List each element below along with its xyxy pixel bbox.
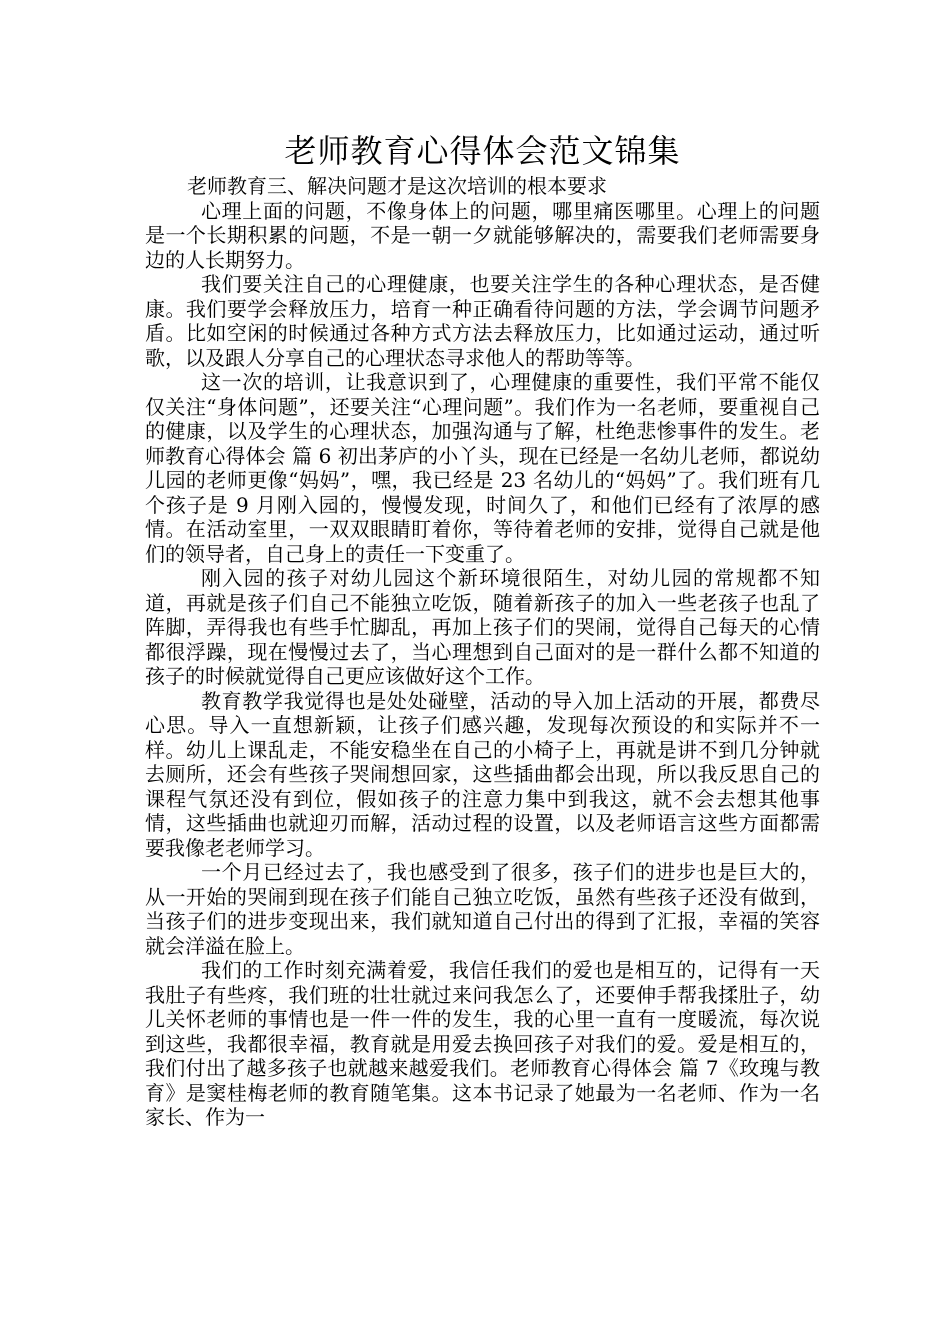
paragraph-6: 一个月已经过去了，我也感受到了很多，孩子们的进步也是巨大的，从一开始的哭闹到现在孩子们能自己独立吃饭，虽然有些孩子还没有做到，当孩子们的进步变现出来，我们就知道自己付出的得到了汇报，幸福的笑容就会洋溢在脸上。: [145, 860, 820, 958]
document-subtitle: 老师教育三、解决问题才是这次培训的根本要求: [187, 174, 607, 198]
paragraph-3: 这一次的培训，让我意识到了，心理健康的重要性，我们平常不能仅仅关注“身体问题”，还要关注“心理问题”。我们作为一名老师，要重视自己的健康，以及学生的心理状态，加强沟通与了解，杜绝悲惨事件的发生。老师教育心得体会 篇 6 初出茅庐的小丫头，现在已经是一名幼儿老师，都说幼儿园的老师更像“妈妈”，嘿，我已经是 23 名幼儿的“妈妈”了。我们班有几个孩子是 9 月刚入园的，慢慢发现，时间久了，和他们已经有了浓厚的感情。在活动室里，一双双眼睛盯着你，等待着老师的安排，觉得自己就是他们的领导者，自己身上的责任一下变重了。: [145, 370, 820, 566]
document-title: 老师教育心得体会范文锦集: [284, 132, 681, 170]
paragraph-1: 心理上面的问题，不像身体上的问题，哪里痛医哪里。心理上的问题是一个长期积累的问题，不是一朝一夕就能够解决的，需要我们老师需要身边的人长期努力。: [145, 198, 820, 272]
paragraph-4: 刚入园的孩子对幼儿园这个新环境很陌生，对幼儿园的常规都不知道，再就是孩子们自己不能独立吃饭，随着新孩子的加入一些老孩子也乱了阵脚，弄得我也有些手忙脚乱，再加上孩子们的哭闹，觉得自己每天的心情都很浮躁，现在慢慢过去了，当心理想到自己面对的是一群什么都不知道的孩子的时候就觉得自己更应该做好这个工作。: [145, 566, 820, 688]
paragraph-2: 我们要关注自己的心理健康，也要关注学生的各种心理状态，是否健康。我们要学会释放压力，培育一种正确看待问题的方法，学会调节问题矛盾。比如空闲的时候通过各种方式方法去释放压力，比如通过运动，通过听歌，以及跟人分享自己的心理状态寻求他人的帮助等等。: [145, 272, 820, 370]
paragraph-5: 教育教学我觉得也是处处碰壁，活动的导入加上活动的开展，都费尽心思。导入一直想新颖，让孩子们感兴趣，发现每次预设的和实际并不一样。幼儿上课乱走，不能安稳坐在自己的小椅子上，再就是讲不到几分钟就去厕所，还会有些孩子哭闹想回家，这些插曲都会出现，所以我反思自己的课程气氛还没有到位，假如孩子的注意力集中到我这，就不会去想其他事情，这些插曲也就迎刃而解，活动过程的设置，以及老师语言这些方面都需要我像老老师学习。: [145, 688, 820, 860]
paragraph-7: 我们的工作时刻充满着爱，我信任我们的爱也是相互的，记得有一天我肚子有些疼，我们班的壮壮就过来问我怎么了，还要伸手帮我揉肚子，幼儿关怀老师的事情也是一件一件的发生，我的心里一直有一度暖流，每次说到这些，我都很幸福，教育就是用爱去换回孩子对我们的爱。爱是相互的，我们付出了越多孩子也就越来越爱我们。老师教育心得体会 篇 7《玫瑰与教育》是窦桂梅老师的教育随笔集。这本书记录了她最为一名老师、作为一名家长、作为一: [145, 958, 820, 1129]
document-page: [145, 128, 820, 1130]
